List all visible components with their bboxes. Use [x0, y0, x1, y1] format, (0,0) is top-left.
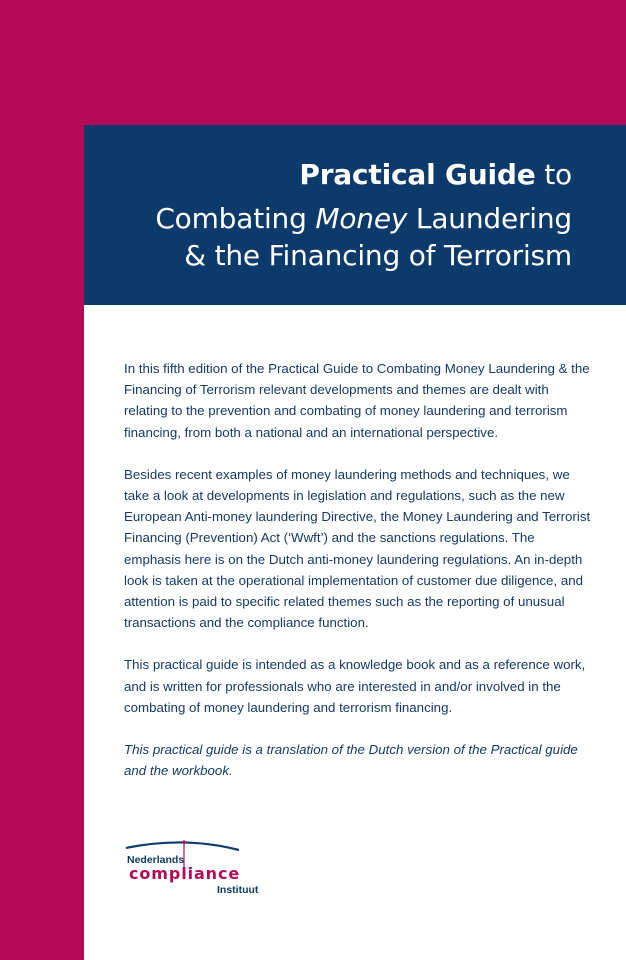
paragraph-note: This practical guide is a translation of the Dutch version of the Practical guide and the workbook. [124, 742, 578, 779]
logo-instituut: Instituut [217, 884, 259, 896]
paragraph-2: Besides recent examples of money laundering methods and techniques, we take a look at developments in legislation and regulations, such as the new European Anti-money laundering Directive, the Money Laundering and Terrorist Financing (Prevention) Act (‘Wwft’) and the sanctions regulations. The emphasis here is on the Dutch anti-money laundering regulations. An in-depth look is taken at the operational implementation of customer due diligence, and attention is paid to specific related themes such as the reporting of unusual transactions and the compliance function. [124, 466, 591, 631]
title-bold: Practical Guide [299, 158, 536, 191]
logo-compliance: compliance [129, 864, 241, 883]
title-line2-b: Laundering [407, 202, 572, 235]
magenta-background [0, 0, 626, 125]
title-line2-a: Combating [155, 202, 316, 235]
title-to: to [535, 158, 572, 191]
paragraph-1: In this fifth edition of the Practical Guide to Combating Money Laundering & the Financing of Terrorism relevant developments and themes are dealt with relating to the prevention and combating of money laundering and terrorism financing, from both a national and an international perspective. [124, 361, 590, 440]
title-line-2 [155, 202, 572, 235]
description [124, 358, 594, 802]
logo-nederlands: Nederlands [127, 854, 185, 866]
publisher-logo [124, 838, 274, 908]
title-band [84, 125, 626, 305]
title-line-1 [299, 158, 572, 191]
title-line-3: & the Financing of Terrorism [184, 239, 572, 272]
title-line2-italic: Money [315, 202, 408, 235]
paragraph-3: This practical guide is intended as a knowledge book and as a reference work, and is written for professionals who are interested in and/or involved in the combating of money laundering and terrorism financing. [124, 657, 586, 715]
